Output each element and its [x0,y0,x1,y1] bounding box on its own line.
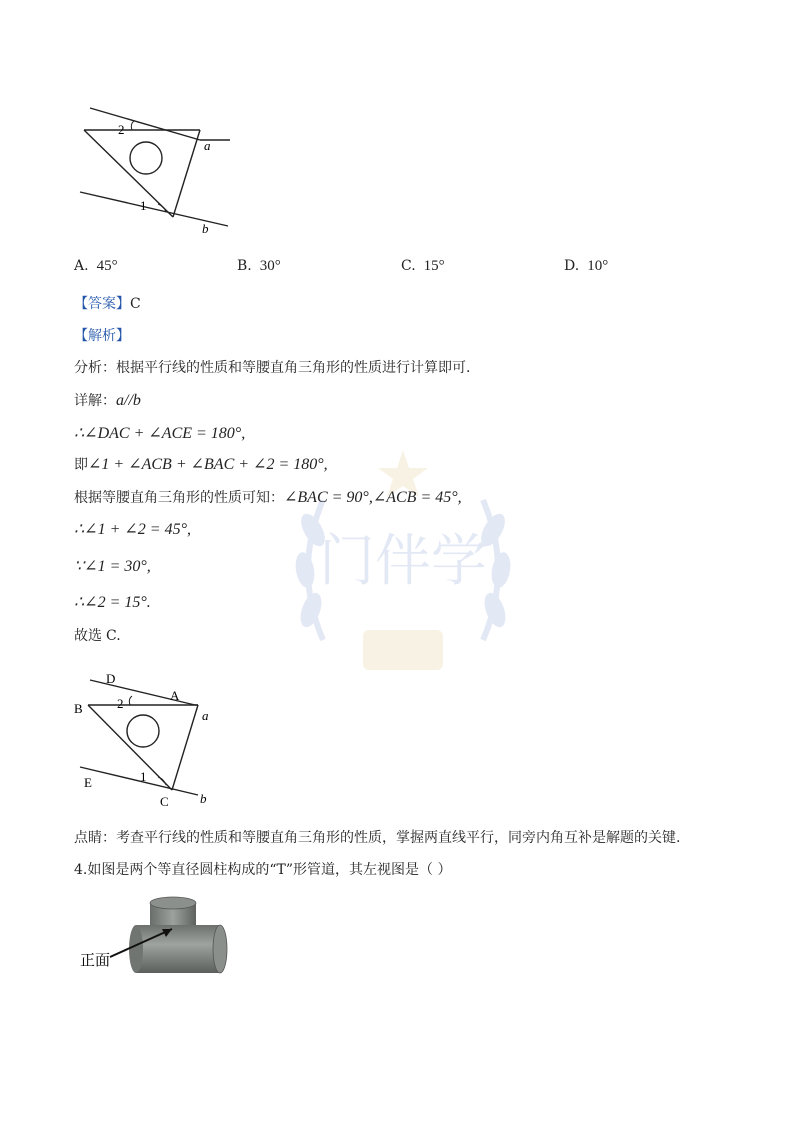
choice-b-value: 30° [259,258,281,274]
fig2-label-d: D [106,671,116,686]
conclusion-prefix: 故选 [74,628,102,644]
analysis-label: 【解析】 [74,328,130,344]
detail-parallel: a//b [116,392,141,409]
choice-a[interactable] [74,258,118,275]
choice-d[interactable] [564,258,608,275]
step-3-prefix: 根据等腰直角三角形的性质可知： [74,490,284,506]
choice-a-value: 45° [96,258,118,274]
question-4: 4.如图是两个等直径圆柱构成的“T”形管道，其左视图是（ ） [74,862,452,878]
watermark-logo [283,440,523,690]
choice-d-letter: D. [564,258,580,274]
figure-1-diagram [70,100,230,240]
fig2-label-e: E [84,775,92,790]
choice-c[interactable] [401,258,445,275]
key-point: 点睛：考查平行线的性质和等腰直角三角形的性质，掌握两直线平行，同旁内角互补是解题的关键. [74,830,681,846]
step-4: ∴∠1 + ∠2 = 45°, [74,521,191,538]
step-5: ∵∠1 = 30°, [74,558,151,575]
fig1-line-a: a [204,138,211,153]
step-1: ∴∠DAC + ∠ACE = 180°, [74,425,246,442]
detail-prefix: 详解： [74,393,116,409]
answer-label: 【答案】 [74,296,130,312]
choice-b-letter: B. [237,258,252,274]
analysis-summary: 分析：根据平行线的性质和等腰直角三角形的性质进行计算即可. [74,360,471,376]
fig2-label-a: A [170,688,180,703]
detail-line [74,391,141,411]
fig1-angle-2: 2 [118,122,125,137]
fig2-angle-1: 1 [140,769,147,784]
step-2-math: ∠1 + ∠ACB + ∠BAC + ∠2 = 180°, [88,456,328,473]
conclusion-value: C. [106,628,121,644]
fig1-line-b: b [202,221,209,236]
fig1-angle-1: 1 [140,198,147,213]
step-2-prefix: 即 [74,457,88,473]
choice-a-letter: A. [74,258,89,274]
choice-b[interactable] [237,258,281,275]
step-6: ∴∠2 = 15°. [74,594,151,611]
fig2-angle-2: 2 [117,696,124,711]
step-3-math: ∠BAC = 90°,∠ACB = 45°, [284,489,462,506]
fig2-label-b: B [74,701,83,716]
step-2 [74,455,328,475]
step-3 [74,488,462,508]
watermark-text: 门伴学 [319,531,487,593]
answer-line [74,294,141,314]
fig2-line-a: a [202,708,209,723]
fig2-line-b: b [200,791,207,806]
answer-value: C [130,296,141,312]
choice-c-value: 15° [423,258,445,274]
figure-2-diagram [70,665,230,810]
fig2-label-c: C [160,794,169,809]
choice-c-letter: C. [401,258,416,274]
choice-d-value: 10° [587,258,609,274]
front-label: 正面 [80,953,111,969]
figure-3-t-pipe [78,895,238,985]
conclusion [74,626,121,646]
